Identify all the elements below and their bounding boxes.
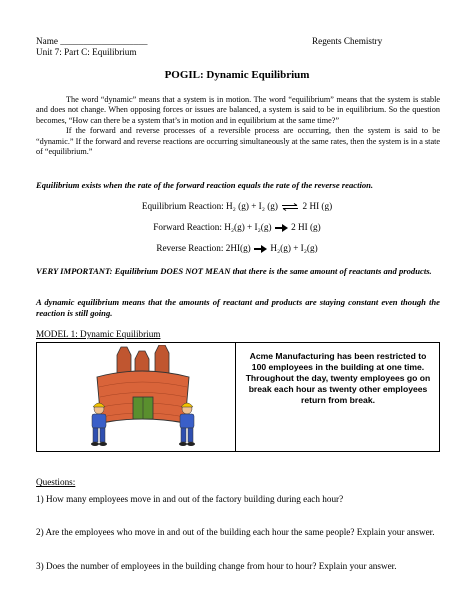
reverse-reaction-products: H₂(g) + I₂(g) bbox=[270, 243, 318, 253]
factory-illustration bbox=[77, 345, 207, 449]
forward-reaction-products: 2 HI (g) bbox=[291, 222, 321, 232]
equilibrium-reaction-products: 2 HI (g) bbox=[302, 201, 333, 211]
page-title: POGIL: Dynamic Equilibrium bbox=[164, 69, 310, 81]
intro-text bbox=[36, 95, 440, 157]
equilibrium-reaction bbox=[0, 201, 474, 211]
acme-description: Acme Manufacturing has been restricted to 100 employees in the building at one time. Throughout the day, twenty employees go on break each hour as twenty other employees return from break. bbox=[245, 351, 431, 405]
intro-paragraph-1: The word “dynamic” means that a system is in motion. The word “equilibrium” means that the system is stable and does not change. When opposing forces or issues are balanced, a system is said to be in equilibrium. So the question becomes, “How can there be a system that’s in motion and in equilibrium at the same time?” bbox=[36, 95, 440, 125]
unit-label: Unit 7: Part C: Equilibrium bbox=[36, 47, 137, 57]
reverse-arrow-icon bbox=[254, 245, 267, 253]
forward-arrow-icon bbox=[275, 224, 288, 232]
equilibrium-reaction-label: Equilibrium Reaction: bbox=[141, 201, 224, 211]
important-note: VERY IMPORTANT: Equilibrium DOES NOT MEAN that there is the same amount of reactants and products. bbox=[36, 266, 432, 276]
intro-paragraph-2: If the forward and reverse processes of a reversible process are occurring, then the system is said to be “dynamic.” If the forward and reverse reactions are occurring simultaneously at the same rates, then the system is in a state of “equilibrium.” bbox=[36, 126, 440, 157]
forward-reaction-reactants: H₂(g) + I₂(g) bbox=[224, 222, 272, 232]
equilibrium-definition: Equilibrium exists when the rate of the forward reaction equals the rate of the reverse reaction. bbox=[36, 180, 374, 190]
forward-reaction bbox=[0, 222, 474, 232]
model-divider bbox=[235, 343, 236, 451]
course-name: Regents Chemistry bbox=[312, 36, 383, 46]
questions-heading: Questions: bbox=[36, 477, 76, 487]
reverse-reaction-label: Reverse Reaction: bbox=[156, 243, 224, 253]
reverse-reaction-reactants: 2HI(g) bbox=[225, 243, 251, 253]
question-1: 1) How many employees move in and out of the factory building during each hour? bbox=[36, 494, 344, 504]
name-line: Name ___________________ bbox=[36, 36, 148, 46]
dynamic-equilibrium-note: A dynamic equilibrium means that the amounts of reactant and products are staying constant even though the reaction is still going. bbox=[36, 297, 440, 318]
equilibrium-reaction-reactants: H₂ (g) + I₂ (g) bbox=[226, 201, 278, 211]
reversible-arrow-icon bbox=[281, 203, 299, 211]
model-box bbox=[36, 342, 440, 452]
forward-reaction-label: Forward Reaction: bbox=[153, 222, 222, 232]
reverse-reaction bbox=[0, 243, 474, 253]
question-2: 2) Are the employees who move in and out of the building each hour the same people? Explain your answer. bbox=[36, 527, 435, 537]
question-3: 3) Does the number of employees in the building change from hour to hour? Explain your answer. bbox=[36, 561, 397, 571]
model-title: MODEL 1: Dynamic Equilibrium bbox=[36, 329, 161, 339]
